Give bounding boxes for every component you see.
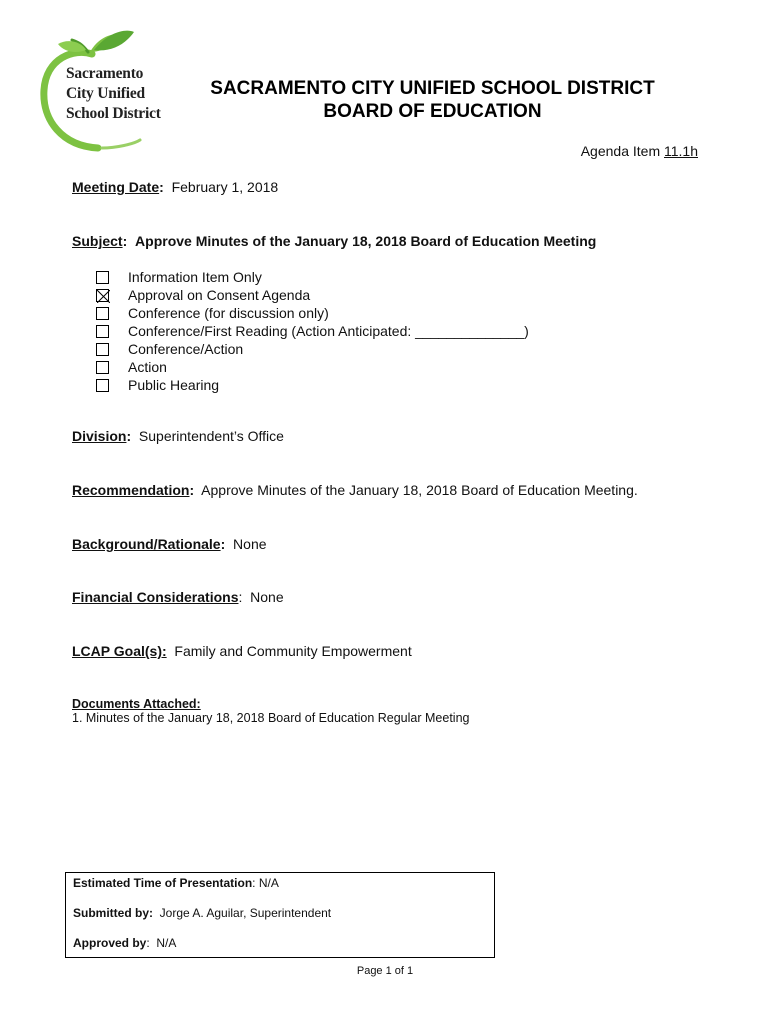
page-title-line-2: BOARD OF EDUCATION — [323, 101, 542, 122]
option-conference-action[interactable] — [96, 340, 529, 358]
subject-value: Approve Minutes of the January 18, 2018 Board of Education Meeting — [135, 233, 597, 249]
meeting-date-field: Meeting Date: February 1, 2018 — [72, 179, 279, 195]
submitted-by-value: Jorge A. Aguilar, Superintendent — [159, 906, 332, 920]
presentation-summary-box — [65, 872, 495, 958]
logo-line-3: School District — [66, 105, 161, 122]
page-title-line-1: SACRAMENTO CITY UNIFIED SCHOOL DISTRICT — [210, 78, 655, 99]
meeting-date-label: Meeting Date — [72, 179, 160, 195]
estimated-time-value: N/A — [258, 876, 279, 890]
background-label: Background/Rationale — [72, 536, 221, 552]
option-label: Conference/First Reading (Action Anticipated: ______________) — [128, 323, 529, 339]
option-label: Conference/Action — [128, 341, 244, 357]
option-consent-agenda[interactable] — [96, 286, 529, 304]
recommendation-value: Approve Minutes of the January 18, 2018 Board of Education Meeting. — [201, 482, 638, 498]
option-label: Public Hearing — [128, 377, 220, 393]
background-value: None — [233, 536, 267, 552]
recommendation-field: Recommendation: Approve Minutes of the January 18, 2018 Board of Education Meeting. — [72, 482, 638, 498]
logo-text — [66, 64, 170, 124]
option-information-item[interactable] — [96, 268, 529, 286]
option-label: Action — [128, 359, 167, 375]
option-public-hearing[interactable] — [96, 376, 529, 394]
lcap-field — [72, 643, 412, 659]
option-label: Information Item Only — [128, 269, 262, 285]
logo-line-2: City Unified — [66, 85, 145, 102]
option-label: Approval on Consent Agenda — [128, 287, 311, 303]
submitted-by — [73, 906, 331, 920]
checkbox[interactable] — [96, 325, 109, 338]
documents-attached — [72, 697, 469, 725]
subject-label: Subject — [72, 233, 123, 249]
approved-by-value: N/A — [156, 936, 177, 950]
lcap-label: LCAP Goal(s): — [72, 643, 167, 659]
submitted-by-label: Submitted by: — [73, 906, 153, 920]
checkbox[interactable] — [96, 379, 109, 392]
logo-line-1: Sacramento — [66, 65, 144, 82]
documents-heading: Documents Attached: — [72, 697, 201, 711]
option-conference-discussion[interactable] — [96, 304, 529, 322]
item-type-options — [96, 268, 529, 394]
meeting-date-value: February 1, 2018 — [171, 179, 279, 195]
agenda-item-label: Agenda Item — [580, 143, 661, 159]
division-field: Division: Superintendent’s Office — [72, 428, 284, 444]
option-conference-first-reading[interactable] — [96, 322, 529, 340]
checkbox[interactable] — [96, 271, 109, 284]
division-label: Division — [72, 428, 127, 444]
approved-by: Approved by: N/A — [73, 936, 177, 950]
estimated-time: Estimated Time of Presentation: N/A — [73, 876, 279, 890]
checkbox[interactable] — [96, 361, 109, 374]
option-label: Conference (for discussion only) — [128, 305, 329, 321]
agenda-item-number: 11.1h — [664, 143, 698, 159]
estimated-time-label: Estimated Time of Presentation — [73, 876, 253, 890]
background-field: Background/Rationale: None — [72, 536, 267, 552]
financial-field: Financial Considerations: None — [72, 589, 284, 605]
checkbox-checked[interactable] — [96, 289, 109, 302]
financial-value: None — [250, 589, 284, 605]
recommendation-label: Recommendation — [72, 482, 190, 498]
subject-field: Subject: Approve Minutes of the January 18, 2018 Board of Education Meeting — [72, 233, 597, 249]
division-value: Superintendent’s Office — [138, 428, 284, 444]
approved-by-label: Approved by — [73, 936, 147, 950]
financial-label: Financial Considerations — [72, 589, 239, 605]
option-action[interactable] — [96, 358, 529, 376]
document-item: 1. Minutes of the January 18, 2018 Board of Education Regular Meeting — [72, 711, 470, 725]
x-mark-icon — [97, 290, 110, 303]
agenda-item — [581, 143, 698, 159]
lcap-value: Family and Community Empowerment — [174, 643, 412, 659]
checkbox[interactable] — [96, 343, 109, 356]
checkbox[interactable] — [96, 307, 109, 320]
page-number: Page 1 of 1 — [356, 965, 414, 977]
